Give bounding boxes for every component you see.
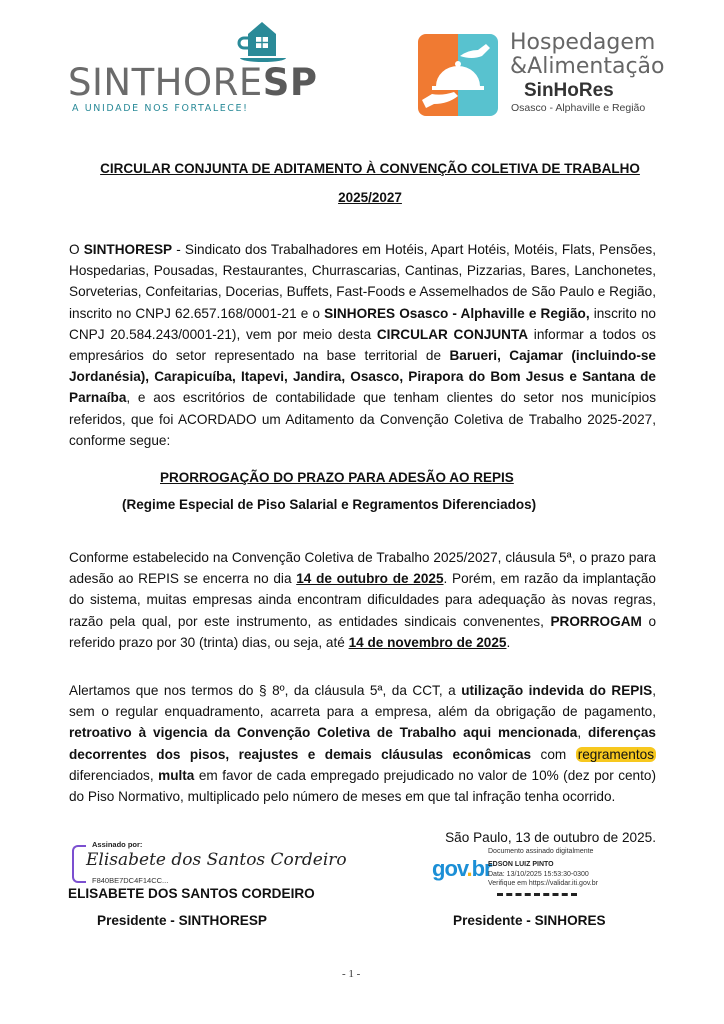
city-date: São Paulo, 13 de outubro de 2025. [445,830,656,845]
obscured-name-line [497,893,577,900]
document-title: CIRCULAR CONJUNTA DE ADITAMENTO À CONVENÇÃO COLETIVA DE TRABALHO [100,161,640,176]
govbr-logo: gov.br [432,856,492,881]
section-subheading: (Regime Especial de Piso Salarial e Regramentos Diferenciados) [122,497,537,512]
govbr-verify-link: Verifique em https://validar.iti.gov.br [488,880,598,887]
cloche-hands-icon [418,34,498,116]
sinhores-logo [418,30,668,124]
intro-paragraph: O SINTHORESP - Sindicato dos Trabalhadores em Hotéis, Apart Hotéis, Motéis, Flats, Pensões, Hospedarias, Pousadas, Restaurantes, Churrascarias, Cantinas, Pizzarias, Bares, Lanchonetes, Sorveterias, Confeitarias, Docerias, Buffets, Fast-Foods e Assemelhados de São Paulo e Região, inscrito no CNPJ 62.657.168/0001-21 e o SINHORES Osasco - Alphaville e Região, inscrito no CNPJ 20.584.243/0001-21), vem por meio desta CIRCULAR CONJUNTA informar a todos os empresários do setor representado na base territorial de Barueri, Cajamar (incluindo-se Jordanésia), Carapicuíba, Itapevi, Jandira, Osasco, Pirapora do Bom Jesus e Santana de Parnaíba, e aos escritórios de contabilidade que tenham clientes do setor nos municípios referidos, que foi ACORDADO um Aditamento da Convenção Coletiva de Trabalho 2025-2027, conforme segue: [69,242,656,448]
sinthoresp-wordmark: SINTHORESP [68,61,318,104]
signer-role-right: Presidente - SINHORES [453,913,606,928]
logo-text-sinhores: SinHoRes [524,80,614,101]
section-heading: PRORROGAÇÃO DO PRAZO PARA ADESÃO AO REPIS [160,470,514,485]
signer-name-left: ELISABETE DOS SANTOS CORDEIRO [68,886,315,901]
signature-hash: F840BE7DC4F14CC... [92,876,169,885]
logo-text-alimentacao: &Alimentação [510,54,665,79]
house-cup-icon [232,20,288,64]
prorrogation-paragraph: Conforme estabelecido na Convenção Coletiva de Trabalho 2025/2027, cláusula 5ª, o prazo para adesão ao REPIS se encerra no dia 14 de outubro de 2025. Porém, em razão da implantação do sistema, muitas empresas ainda encontram dificuldades para adequação às novas regras, razão pela qual, por este instrumento, as entidades sindicais convenentes, PRORROGAM o referido prazo por 30 (trinta) dias, ou seja, até 14 de novembro de 2025. [69,550,657,650]
govbr-doc-label: Documento assinado digitalmente [488,848,594,855]
document-title-years: 2025/2027 [338,190,402,205]
govbr-signature [432,846,632,892]
signed-by-label: Assinado por: [92,840,143,849]
logo-text-region: Osasco - Alphaville e Região [511,102,646,114]
warning-paragraph: Alertamos que nos termos do § 8º, da cláusula 5ª, da CCT, a utilização indevida do REPIS, sem o regular enquadramento, acarreta para a empresa, além da obrigação de pagamento, retroativo à vigencia da Convenção Coletiva de Trabalho aqui mencionada, diferenças decorrentes dos pisos, reajustes e demais cláusulas econômicas com regramentos diferenciados, multa em favor de cada empregado prejudicado no valor de 10% (dez por cento) do Piso Normativo, multiplicado pelo número de meses em que tal infração tenha ocorrido. [69,683,656,805]
digital-signature-left [72,840,347,886]
signature-bracket [72,845,86,883]
page-number: - 1 - [342,968,361,980]
signer-role-left: Presidente - SINTHORESP [97,913,267,928]
logo-text-hospedagem: Hospedagem [510,30,656,55]
govbr-sign-date: Data: 13/10/2025 15:53:30-0300 [488,871,589,878]
sinthoresp-logo [62,18,318,114]
sinthoresp-tagline: A UNIDADE NOS FORTALECE! [72,103,249,114]
handwritten-signature: Elisabete dos Santos Cordeiro [86,850,347,870]
govbr-signer-name: EDSON LUIZ PINTO [488,861,554,868]
highlighted-text: regramentos [577,746,654,762]
